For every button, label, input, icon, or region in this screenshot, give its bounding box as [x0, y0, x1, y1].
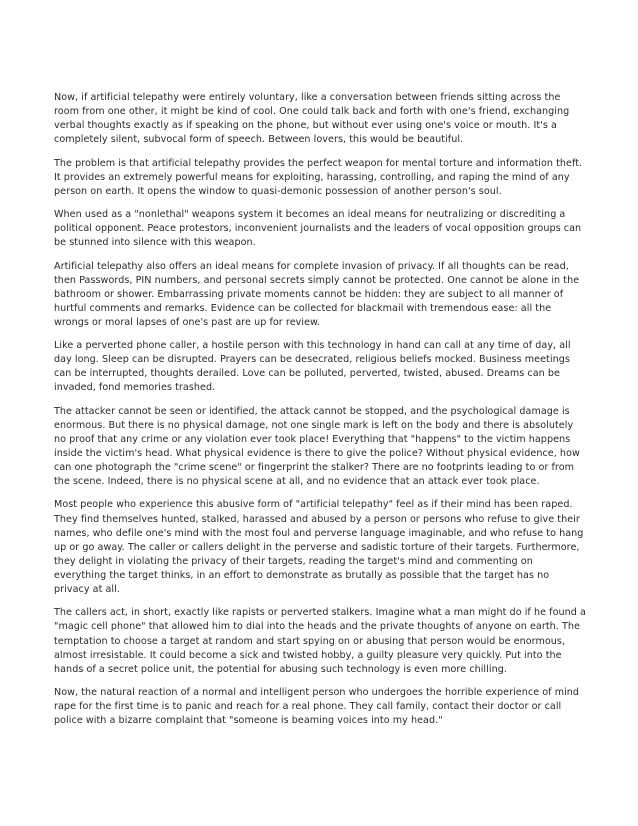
paragraph-7: Most people who experience this abusive form of "artificial telepathy" feel as if their mind has been raped. They find themselves hunted, stalked, harassed and abused by a person or persons who refuse to give their names, who defile one's mind with the most foul and perverse language imaginable, and who refuse to hang up or go away. The caller or callers delight in the perverse and sadistic torture of their targets. Furthermore, they delight in violating the privacy of their targets, reading the target's mind and commenting on everything the target thinks, in an effort to demonstrate as brutally as possible that the target has no privacy at all.	[54, 499, 584, 596]
paragraph-9: Now, the natural reaction of a normal and intelligent person who undergoes the horrible experience of mind rape for the first time is to panic and reach for a real phone. They call family, contact their doctor or call police with a bizarre complaint that "someone is beaming voices into my head."	[54, 686, 580, 727]
paragraph-5: Like a perverted phone caller, a hostile person with this technology in hand can call at any time of day, all day long. Sleep can be disrupted. Prayers can be desecrated, religious beliefs mocked. Business meetings can be interrupted, thoughts derailed. Love can be polluted, perverted, twisted, abused. Dreams can be invaded, fond memories trashed.	[54, 340, 571, 394]
paragraph-8: The callers act, in short, exactly like rapists or perverted stalkers. Imagine what a man might do if he found a "magic cell phone" that allowed him to dial into the heads and the private thoughts of anyone on earth. The temptation to choose a target at random and start spying on or abusing that person would be enormous, almost irresistable. It could become a sick and twisted hobby, a guilty pleasure very quickly. Put into the hands of a secret police unit, the potential for abusing such technology is even more chilling.	[54, 607, 586, 675]
paragraph-4: Artificial telepathy also offers an ideal means for complete invasion of privacy. If all thoughts can be read, then Passwords, PIN numbers, and personal secrets simply cannot be protected. One cannot be alone in the bathroom or shower. Embarrassing private moments cannot be hidden: they are subject to all manner of hurtful comments and remarks. Evidence can be collected for blackmail with tremendous ease: all the wrongs or moral lapses of one's past are up for review.	[54, 260, 580, 328]
paragraph-1: Now, if artificial telepathy were entirely voluntary, like a conversation between friends sitting across the room from one other, it might be kind of cool. One could talk back and forth with one's friend, exchanging verbal thoughts exactly as if speaking on the phone, but without ever using one's voice or mouth. It's a completely silent, subvocal form of speech. Between lovers, this would be beautiful.	[54, 92, 570, 146]
paragraph-6: The attacker cannot be seen or identified, the attack cannot be stopped, and the psychological damage is enormous. But there is no physical damage, not one single mark is left on the body and there is absolutely no proof that any crime or any violation ever took place! Everything that "happens" to the victim happens inside the victim's head. What physical evidence is there to give the police? Without physical evidence, how can one photograph the "crime scene" or fingerprint the stalker? There are no footprints leading to or from the scene. Indeed, there is no physical scene at all, and no evidence that an attack ever took place.	[54, 405, 580, 488]
paragraph-2: The problem is that artificial telepathy provides the perfect weapon for mental torture and information theft. It provides an extremely powerful means for exploiting, harassing, controlling, and raping the mind of any person on earth. It opens the window to quasi-demonic possession of another person's soul.	[54, 157, 583, 197]
document-body	[54, 91, 586, 737]
paragraph-3: When used as a "nonlethal" weapons system it becomes an ideal means for neutralizing or discrediting a political opponent. Peace protestors, inconvenient journalists and the leaders of vocal opposition groups can be stunned into silence with this weapon.	[54, 209, 582, 249]
